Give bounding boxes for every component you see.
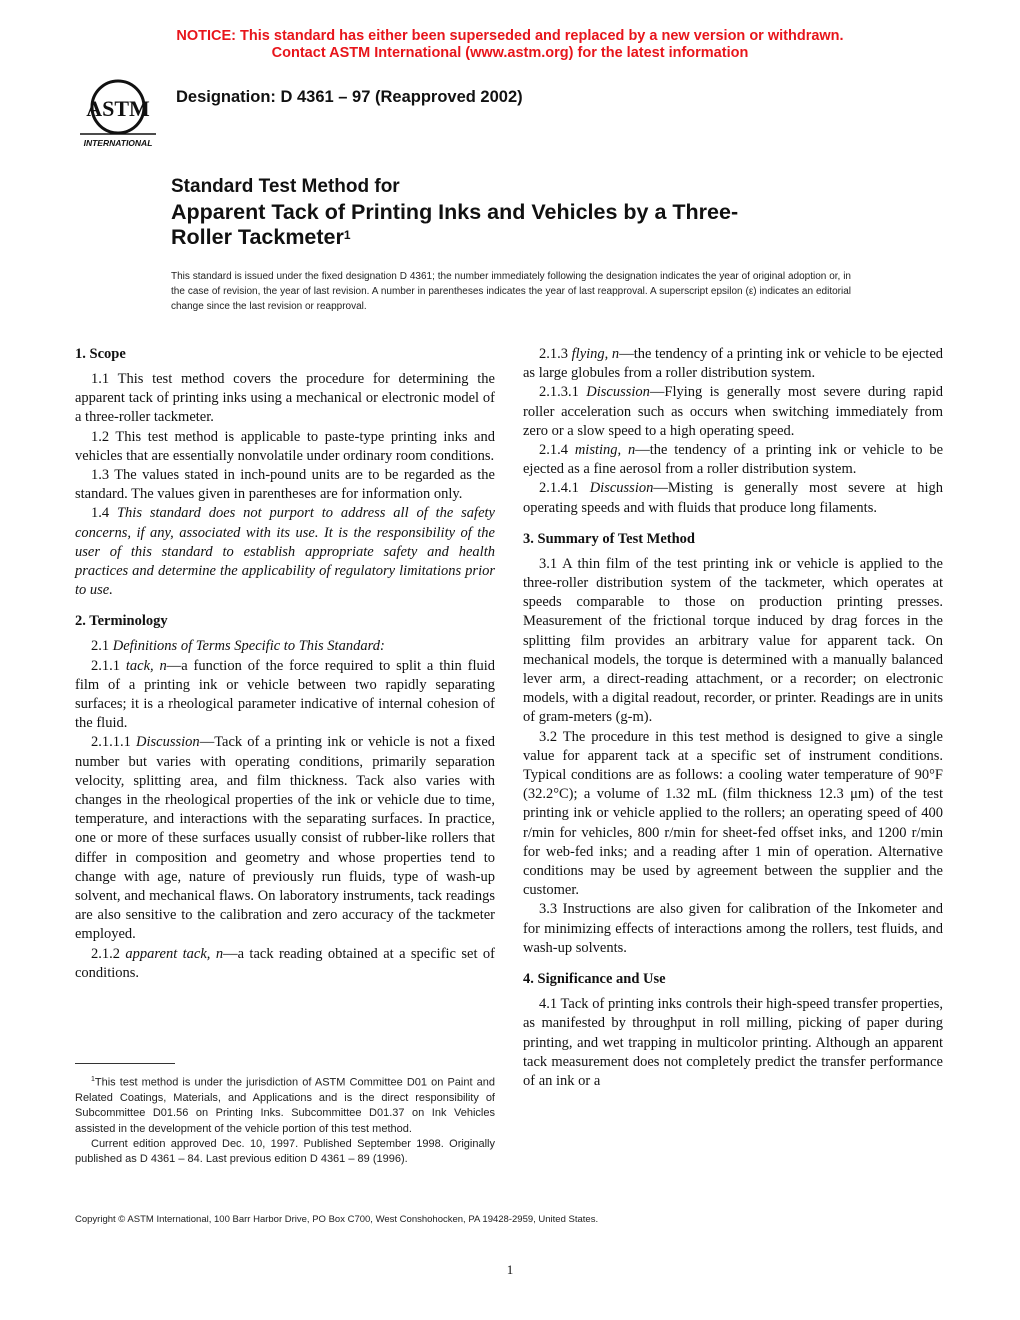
para-2-1-number: 2.1 (91, 638, 113, 655)
para-2-1-3-1-text: —Flying is generally most severe during rapid roller acceleration such as occurs when switching immediately from zero or a slow speed to a high operating speed. (523, 384, 943, 439)
para-2-1-2-number: 2.1.2 (91, 945, 126, 962)
title-line-2: Roller Tackmeter (171, 225, 344, 249)
footnote-1 (75, 1072, 495, 1137)
para-2-1-4 (523, 441, 943, 479)
section-4-heading: 4. Significance and Use (523, 971, 666, 988)
notice-line-1: NOTICE: This standard has either been superseded and replaced by a new version or withdrawn. (176, 28, 844, 44)
astm-logo (76, 76, 160, 152)
page-number: 1 (506, 1262, 514, 1277)
withdrawal-notice (0, 28, 1020, 62)
para-4-1: 4.1 Tack of printing inks controls their high-speed transfer properties, as manifested by throughput in roll milling, picking of paper during printing, and wet trapping in multicolor printing. Although an apparent tack measurement does not completely predict the transfer performance of an ink or a (523, 996, 943, 1089)
para-3-1: 3.1 A thin film of the test printing ink or vehicle is applied to the three-roller distribution system of the tackmeter, which operates at speeds comparable to those on production printing presses. Measurement of the frictional torque induced by drag forces in the splitting film provides an arbitrary value for apparent tack. On mechanical models, the torque is determined with a manually balanced lever arm, a direct-reading attachment, or a recorder; on electronic models, with a digital readout, recorder, or printer. Readings are in units of gram-meters (g-m). (523, 555, 943, 726)
para-1-3: 1.3 The values stated in inch-pound units are to be regarded as the standard. The values given in parentheses are for information only. (75, 467, 495, 503)
title-line-1: Apparent Tack of Printing Inks and Vehicles by a Three- (171, 200, 739, 224)
discussion-label: Discussion (589, 480, 654, 497)
para-3-2: 3.2 The procedure in this test method is designed to give a single value for apparent tack at a specific set of instrument conditions. Typical conditions are as follows: a cooling water temperature of 90°F (32.2°C); a volume of 1.32 mL (film thickness 12.3 μm) of the test printing ink or vehicle applied to the rollers; an operating speed of 400 r/min for vehicles, 800 r/min for sheet-fed offset inks, and 1200 r/min for web-fed inks; and a reading after 1 min of operation. Alternative conditions may be used by agreement between the supplier and the customer. (523, 728, 943, 899)
para-2-1-1-number: 2.1.1 (91, 657, 126, 674)
para-2-1-3 (523, 345, 943, 383)
para-2-1-2-text: —a tack reading obtained at a specific set of conditions. (75, 945, 495, 981)
para-2-1-4-text: —the tendency of a printing ink or vehicle to be ejected as a fine aerosol from a roller distribution system. (523, 442, 944, 478)
para-2-1-4-1-number: 2.1.4.1 (539, 480, 590, 497)
document-title (171, 175, 851, 250)
para-2-1-3-number: 2.1.3 (539, 346, 572, 362)
para-1-2: 1.2 This test method is applicable to paste-type printing inks and vehicles that are essentially nonvolatile under ordinary room conditions. (75, 428, 495, 464)
para-2-1-3-1 (523, 383, 943, 441)
discussion-label: Discussion (586, 384, 650, 401)
footnote-2: Current edition approved Dec. 10, 1997. Published September 1998. Originally published as D 4361 – 84. Last previous edition D 4361 – 89 (1996). (75, 1137, 495, 1166)
para-2-1-1-1 (75, 733, 495, 944)
designation: Designation: D 4361 – 97 (Reapproved 2002) (176, 88, 523, 106)
para-1-1: 1.1 This test method covers the procedure for determining the apparent tack of printing inks using a mechanical or electronic model of a three-roller tackmeter. (75, 371, 495, 426)
term-flying: flying, n (571, 346, 620, 362)
para-2-1-1-text: —a function of the force required to split a thin fluid film of a printing ink or vehicle between two rapidly separating surfaces; it is a rheological parameter indicative of internal cohesion of the fluid. (75, 657, 495, 732)
term-apparent-tack: apparent tack, n (125, 945, 224, 962)
footnotes (75, 1072, 495, 1167)
copyright-line: Copyright © ASTM International, 100 Barr Harbor Drive, PO Box C700, West Conshohocken, PA 19428-2959, United States. (75, 1214, 599, 1225)
astm-logo-icon (76, 76, 160, 152)
term-tack: tack, n (125, 657, 167, 674)
para-2-1-4-1-text: —Misting is generally most severe at high operating speeds and with fluids that produce long filaments. (523, 480, 943, 516)
para-2-1-3-1-number: 2.1.3.1 (539, 384, 587, 401)
section-1-heading: 1. Scope (75, 346, 126, 362)
para-2-1-3-text: —the tendency of a printing ink or vehicle to be ejected as large globules from a roller distribution system. (523, 346, 944, 382)
para-1-4-text: This standard does not purport to address all of the safety concerns, if any, associated with its use. It is the responsibility of the user of this standard to establish appropriate safety and health practices and determine the applicability of regulatory limitations prior to use. (75, 505, 495, 599)
logo-subtext: INTERNATIONAL (83, 138, 153, 148)
para-2-1-1 (75, 657, 495, 734)
issued-note: This standard is issued under the fixed designation D 4361; the number immediately following the designation indicates the year of original adoption or, in the case of revision, the year of last revision. A number in parentheses indicates the year of last reapproval. A superscript epsilon (ε) indicates an editorial change since the last revision or reapproval. (171, 271, 851, 312)
para-2-1-text: Definitions of Terms Specific to This Standard: (112, 638, 385, 655)
footnote-1-mark: 1 (91, 1076, 95, 1083)
para-2-1-4-number: 2.1.4 (539, 442, 575, 459)
notice-line-2: Contact ASTM International (www.astm.org) for the latest information (271, 45, 749, 61)
section-2-heading: 2. Terminology (75, 613, 168, 630)
para-2-1 (75, 637, 495, 656)
title-prefix: Standard Test Method for (171, 176, 400, 197)
para-1-4-number: 1.4 (91, 505, 117, 522)
term-misting: misting, n (574, 442, 636, 459)
footnote-1-text: This test method is under the jurisdiction of ASTM Committee D01 on Paint and Related Coatings, Materials, and Applications and is the direct responsibility of Subcommittee D01.56 on Printing Inks. Subcommittee D01.37 on Ink Vehicles assisted in the development of the vehicle portion of this test method. (75, 1076, 495, 1135)
logo-text: ASTM (86, 96, 150, 121)
discussion-label: Discussion (136, 734, 200, 751)
footnote-divider (75, 1063, 175, 1064)
para-2-1-2 (75, 945, 495, 983)
right-column (523, 345, 943, 1091)
para-3-3: 3.3 Instructions are also given for calibration of the Inkometer and for minimizing effects of interactions among the rollers, test fluids, and wash-up solvents. (523, 901, 943, 956)
title-main (171, 200, 851, 250)
para-2-1-4-1 (523, 479, 943, 517)
para-2-1-1-1-number: 2.1.1.1 (91, 734, 137, 751)
para-2-1-1-1-text: —Tack of a printing ink or vehicle is not a fixed number but varies with operating conditions, primarily separation velocity, splitting area, and film thickness. Tack also varies with changes in the rheological properties of the ink or vehicle due to time, temperature, and interactions with the separating surfaces. In practice, one or more of these surfaces usually consist of rubber-like rollers that differ in composition and geometry and whose properties tend to change with age, nature of previously run fluids, type of wash-up solvent, and mechanical flaws. On laboratory instruments, tack readings are also sensitive to the calibration and zero accuracy of the tackmeter employed. (75, 734, 496, 943)
para-1-4 (75, 504, 495, 600)
left-column (75, 345, 495, 983)
title-footnote-mark: 1 (343, 228, 351, 242)
section-3-heading: 3. Summary of Test Method (523, 530, 695, 547)
